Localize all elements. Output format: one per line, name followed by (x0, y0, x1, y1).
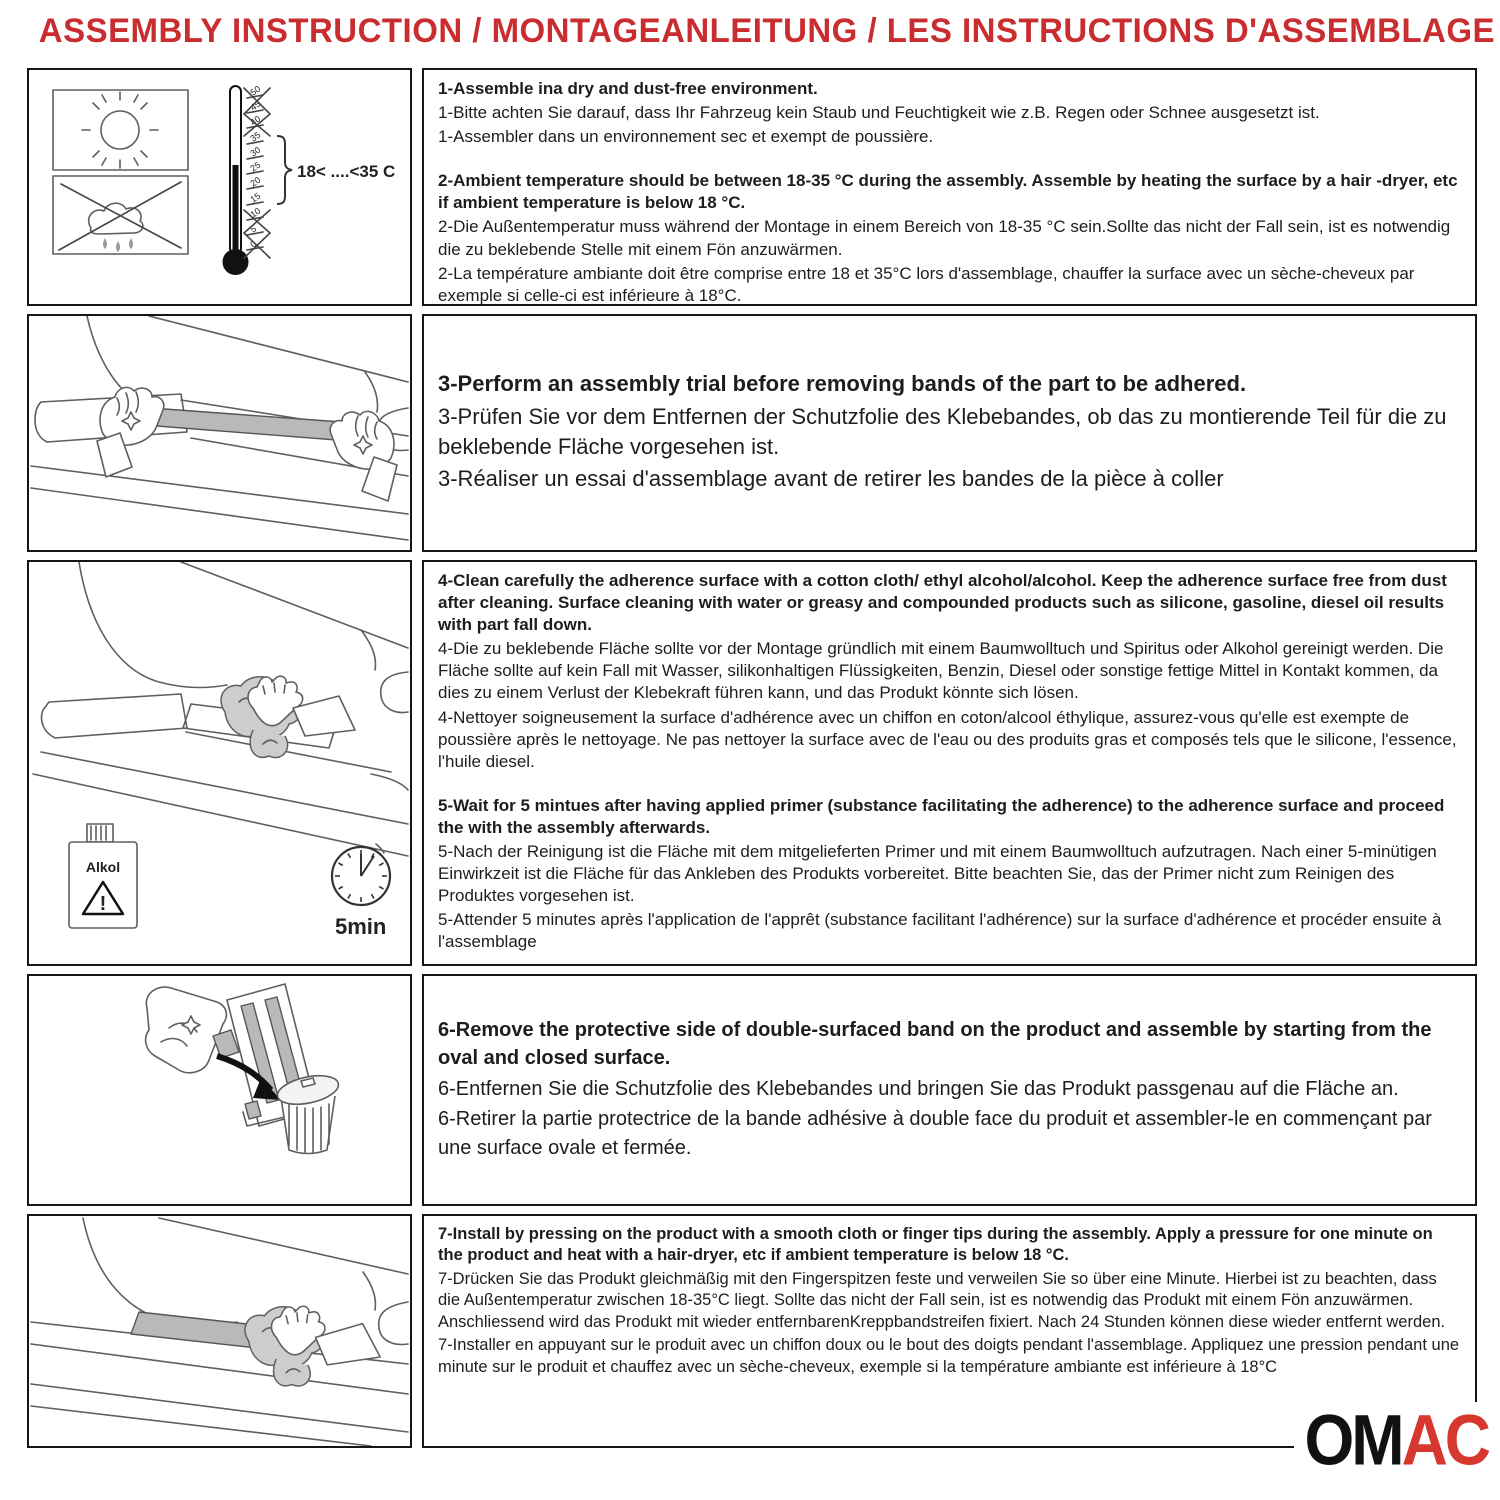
page-title: ASSEMBLY INSTRUCTION / MONTAGEANLEITUNG / LES INSTRUCTIONS D'ASSEMBLAGE (38, 12, 1496, 50)
step-7-en: 7-Install by pressing on the product with a smooth cloth or finger tips during the assembly. Apply a pressure for one minute on the product and heat with a hair-dryer, etc if ambient temperature is below 18 °C. (438, 1225, 1433, 1265)
svg-text:0: 0 (248, 238, 259, 250)
svg-text:5: 5 (248, 223, 259, 235)
step4-5-text (422, 560, 1477, 966)
svg-text:35: 35 (248, 129, 263, 144)
sun-icon (53, 90, 188, 170)
step-3-de: 3-Prüfen Sie vor dem Entfernen der Schutzfolie des Klebebandes, ob das zu montierende Teil für die zu beklebende Fläche vorgesehen ist. (438, 403, 1447, 459)
instruction-row-1 (27, 68, 1477, 306)
step-7-fr: 7-Installer en appuyant sur le produit avec un chiffon doux ou le bout des doigts pendant l'assemblage. Appliquez une pression pendant une minute sur le produit et chauffez avec un sèche-cheveux, exemple si la température ambiante est inférieure à 18°C (438, 1336, 1460, 1376)
svg-text:10: 10 (248, 205, 263, 220)
step-1-de: 1-Bitte achten Sie darauf, dass Ihr Fahrzeug kein Staub und Feuchtigkeit wie z.B. Regen oder Schnee ausgesetzt ist. (438, 103, 1320, 123)
step-2-en: 2-Ambient temperature should be between 18-35 °C during the assembly. Assemble by heating the surface by a hair -dryer, etc if ambient temperature is below 18 °C. (438, 171, 1458, 213)
step-7-de: 7-Drücken Sie das Produkt gleichmäßig mit den Fingerspitzen feste und verweilen Sie so über eine Minute. Hierbei ist zu beachten, dass die Außentemperatur zwischen 18-35°C liegt. Sollte das nicht der Fall sein, ist es notwendig das Produkt mit einem Fön anzuwärmen. Anschliessend wird das Produkt mit wieder entfernbarenKreppbandstreifen fixiert. Nach 24 Stunden können diese wieder entfernt werden. (438, 1269, 1446, 1331)
trial-assembly-illustration (29, 316, 410, 550)
step-3-fr: 3-Réaliser un essai d'assemblage avant de retirer les bandes de la pièce à coller (438, 466, 1224, 492)
omac-logo (1294, 1399, 1492, 1483)
clock-icon (332, 844, 390, 939)
step-4-fr: 4-Nettoyer soigneusement la surface d'adhérence avec un chiffon en coton/alcool éthylique, assurez-vous qu'elle est exempte de poussière après le nettoyage. Ne pas nettoyer la surface avec de l'eau ou des produits gras et composés tels que le silicone, l'essence, l'huile diesel. (438, 707, 1457, 771)
step-4-de: 4-Die zu beklebende Fläche sollte vor der Montage gründlich mit einem Baumwolltuch und Spiritus oder Alkohol gereinigt werden. Die Fläche sollte auf kein Fall mit Wasser, silikonhaltigen Flüssigkeiten, Benzin, Diesel oder sonstige fettige Mittel in Kontakt kommen, da dies zu einem Verlust der Klebekraft führen kann, und das Produkt könnte sich lösen. (438, 639, 1444, 703)
svg-text:45: 45 (248, 98, 263, 113)
alcohol-bottle-icon (69, 824, 137, 928)
cleaning-illustration (29, 562, 410, 964)
step-5-en: 5-Wait for 5 mintues after having applied primer (substance facilitating the adherence) to the adherence surface and proceed the with the assembly afterwards. (438, 795, 1445, 837)
svg-text:20: 20 (248, 174, 263, 189)
instruction-row-5 (27, 1214, 1477, 1448)
step-1-en: 1-Assemble ina dry and dust-free environment. (438, 79, 818, 98)
alcohol-bottle-label: Alkol (85, 859, 121, 875)
wiping-hand-icon (221, 676, 355, 757)
step-2-fr: 2-La température ambiante doit être comprise entre 18 et 35°C lors d'assemblage, chauffer la surface avec un sèche-cheveux par exemple si celle-ci est inférieure à 18°C. (438, 263, 1415, 305)
step7-illustration (27, 1214, 412, 1448)
environment-temperature-illustration (29, 70, 410, 304)
step-5-de: 5-Nach der Reinigung ist die Fläche mit dem mitgelieferten Primer und mit einem Baumwolltuch aufzutragen. Nach einer 5-minütigen Einwirkzeit ist die Fläche für das Ankleben des Produkts vorbereitet. Bitte beachten Sie, das der Primer nicht zum Reinigen des Produktes vorgesehen ist. (438, 842, 1437, 906)
clock-label: 5min (335, 914, 387, 939)
svg-text:50: 50 (248, 83, 263, 98)
step6-illustration (27, 974, 412, 1206)
no-rain-icon (53, 176, 188, 254)
step3-text (422, 314, 1477, 552)
step-6-de: 6-Entfernen Sie die Schutzfolie des Klebebandes und bringen Sie das Produkt passgenau auf die Fläche an. (438, 1077, 1399, 1100)
thermometer-icon (223, 84, 396, 275)
step3-illustration (27, 314, 412, 552)
svg-text:15: 15 (248, 190, 263, 205)
step6-text (422, 974, 1477, 1206)
instruction-row-2 (27, 314, 1477, 552)
svg-text:30: 30 (248, 144, 263, 159)
step-1-fr: 1-Assembler dans un environnement sec et exempt de poussière. (438, 127, 934, 147)
omac-logo-black: OM (1304, 1399, 1402, 1481)
brace (277, 136, 292, 204)
svg-text:25: 25 (248, 159, 263, 174)
instruction-row-4 (27, 974, 1477, 1206)
temperature-range-label: 18< ....<35 C (297, 162, 396, 181)
step-6-en: 6-Remove the protective side of double-surfaced band on the product and assemble by starting from the oval and closed surface. (438, 1019, 1432, 1070)
instruction-rows (27, 68, 1477, 1456)
svg-text:!: ! (99, 893, 107, 915)
right-hand-icon (330, 411, 397, 501)
omac-logo-red: AC (1401, 1399, 1488, 1481)
press-product-illustration (29, 1216, 410, 1446)
step-6-fr: 6-Retirer la partie protectrice de la bande adhésive à double face du produit et assembler-le en commençant par une surface ovale et fermée. (438, 1108, 1432, 1159)
step-3-en: 3-Perform an assembly trial before removing bands of the part to be adhered. (438, 371, 1247, 397)
step-4-en: 4-Clean carefully the adherence surface with a cotton cloth/ ethyl alcohol/alcohol. Keep the adherence surface free from dust after cleaning. Surface cleaning with water or greasy and compounded products such as silicone, gasoline, diesel oil results with part fall down. (438, 571, 1447, 635)
left-hand-icon (97, 387, 164, 477)
step1-illustration (27, 68, 412, 306)
instruction-row-3 (27, 560, 1477, 966)
pressing-hand-icon (245, 1306, 380, 1386)
peel-band-illustration (29, 976, 410, 1204)
step1-text (422, 68, 1477, 306)
step-5-fr: 5-Attender 5 minutes après l'application de l'apprêt (substance facilitant l'adhérence) sur la surface d'adhérence et procéder ensuite à l'assemblage (438, 910, 1442, 952)
svg-text:40: 40 (248, 113, 263, 128)
step4-5-illustration (27, 560, 412, 966)
step-2-de: 2-Die Außentemperatur muss während der Montage in einem Bereich von 18-35 °C sein.Sollte das nicht der Fall sein, ist es notwendig die zu beklebende Stelle mit einem Fön anzuwärmen. (438, 217, 1451, 259)
